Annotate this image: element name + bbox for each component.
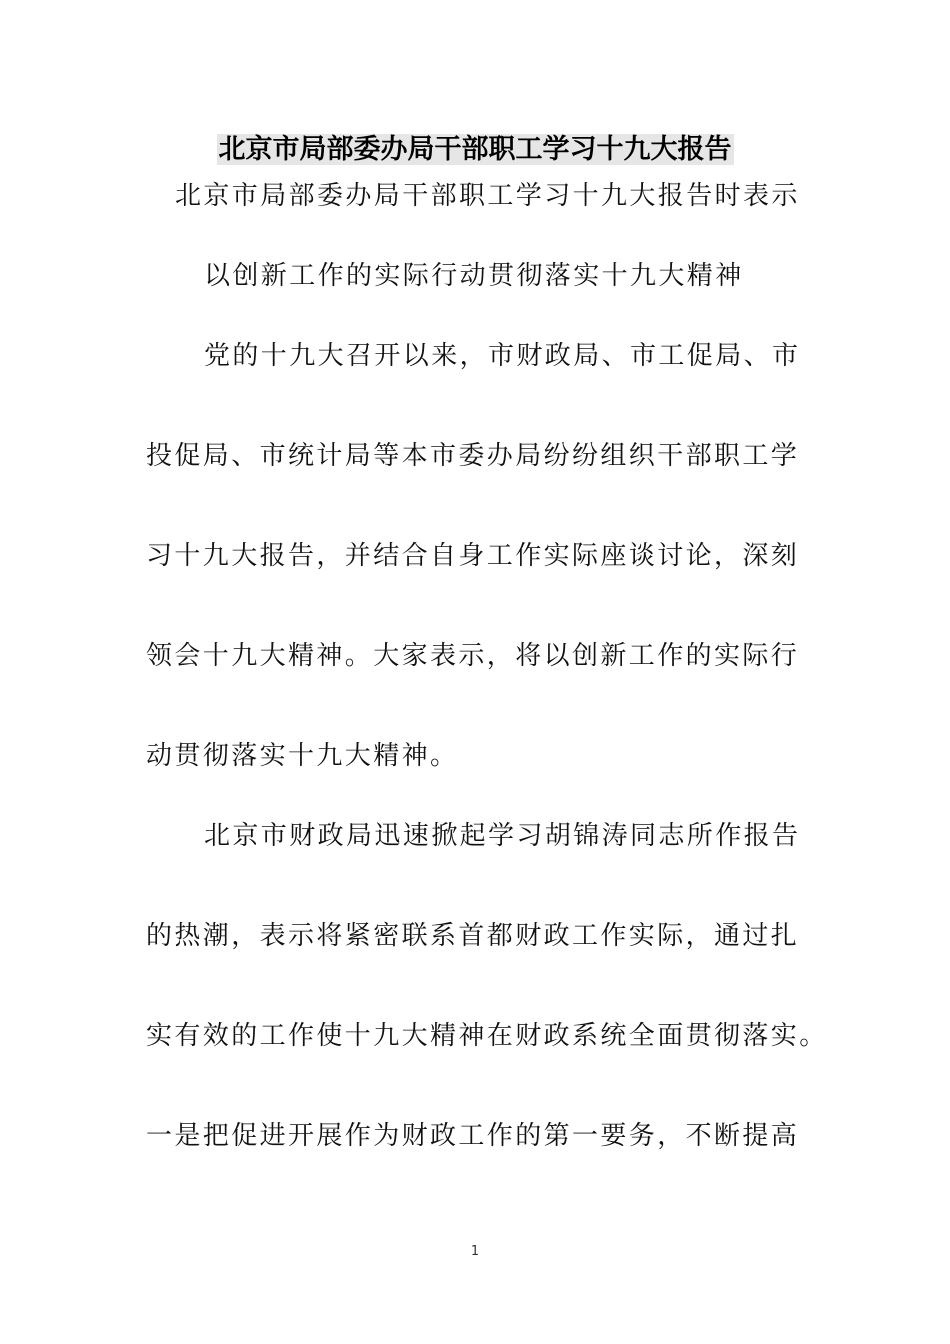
paragraph-line: 实有效的工作使十九大精神在财政系统全面贯彻落实。 (146, 1021, 828, 1051)
subtitle-line-1: 北京市局部委办局干部职工学习十九大报告时表示 (175, 181, 800, 211)
paragraph-line: 动贯彻落实十九大精神。 (146, 741, 459, 771)
paragraph-line: 一是把促进开展作为财政工作的第一要务，不断提高 (146, 1121, 800, 1151)
paragraph-line: 党的十九大召开以来，市财政局、市工促局、市 (204, 341, 801, 371)
paragraph-line: 领会十九大精神。大家表示，将以创新工作的实际行 (146, 641, 800, 671)
page-number: 1 (470, 1244, 480, 1259)
paragraph-line: 北京市财政局迅速掀起学习胡锦涛同志所作报告 (204, 821, 801, 851)
subtitle-line-2: 以创新工作的实际行动贯彻落实十九大精神 (204, 261, 744, 291)
paragraph-line: 的热潮，表示将紧密联系首都财政工作实际，通过扎 (146, 921, 800, 951)
document-title-text: 北京市局部委办局干部职工学习十九大报告 (218, 134, 732, 165)
document-title (0, 130, 950, 170)
paragraph-line: 投促局、市统计局等本市委办局纷纷组织干部职工学 (146, 441, 800, 471)
paragraph-line: 习十九大报告，并结合自身工作实际座谈讨论，深刻 (146, 541, 800, 571)
